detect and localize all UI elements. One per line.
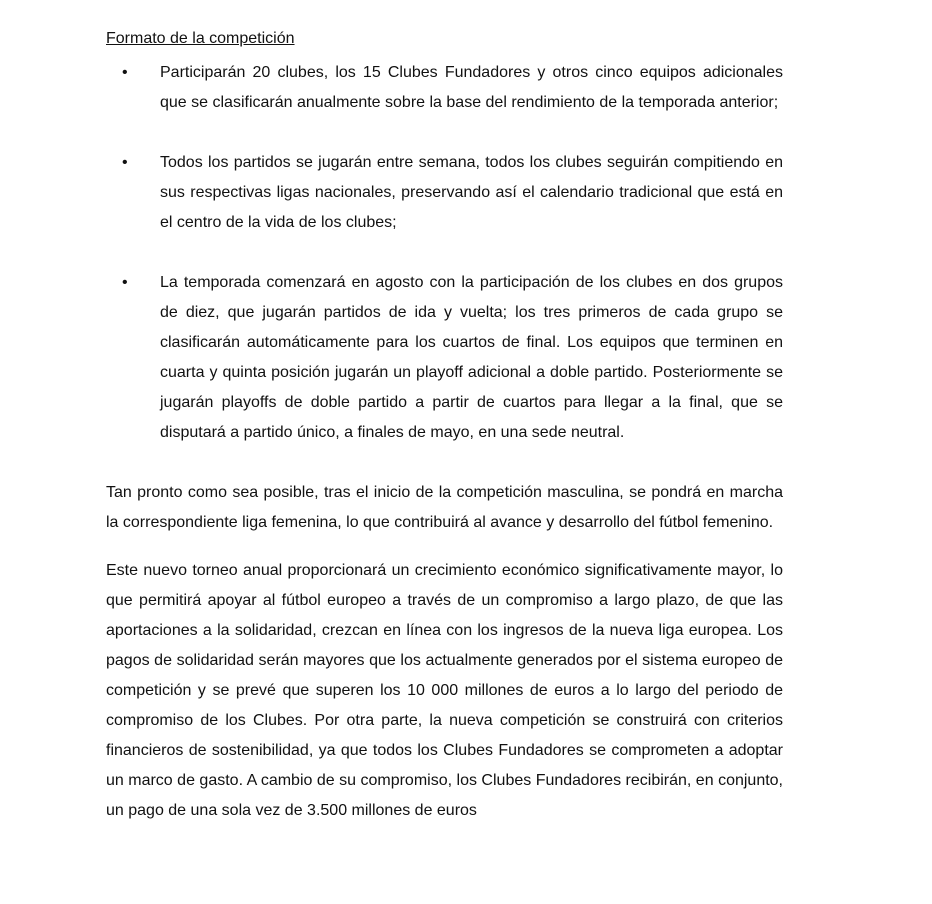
document-page (106, 28, 783, 844)
list-item-text: La temporada comenzará en agosto con la participación de los clubes en dos grupos de diez, que jugarán partidos de ida y vuelta; los tres primeros de cada grupo se clasificarán automáticamente para los cuartos de final. Los equipos que terminen en cuarta y quinta posición jugarán un playoff adicional a doble partido. Posteriormente se jugarán playoffs de doble partido a partir de cuartos para llegar a la final, que se disputará a partido único, a finales de mayo, en una sede neutral. (160, 274, 783, 441)
list-item-text: Todos los partidos se jugarán entre semana, todos los clubes seguirán compitiendo en sus respectivas ligas nacionales, preservando así el calendario tradicional que está en el centro de la vida de los clubes; (160, 154, 783, 231)
paragraph-economic-growth: Este nuevo torneo anual proporcionará un crecimiento económico significativamente mayor, lo que permitirá apoyar al fútbol europeo a través de un compromiso a largo plazo, de que las aportaciones a la solidaridad, crezcan en línea con los ingresos de la nueva liga europea. Los pagos de solidaridad serán mayores que los actualmente generados por el sistema europeo de competición y se prevé que superen los 10 000 millones de euros a lo largo del periodo de compromiso de los Clubes. Por otra parte, la nueva competición se construirá con criterios financieros de sostenibilidad, ya que todos los Clubes Fundadores se comprometen a adoptar un marco de gasto. A cambio de su compromiso, los Clubes Fundadores recibirán, en conjunto, un pago de una sola vez de 3.500 millones de euros (106, 562, 783, 819)
list-item (106, 148, 783, 238)
paragraph-womens-league: Tan pronto como sea posible, tras el inicio de la competición masculina, se pondrá en marcha la correspondiente liga femenina, lo que contribuirá al avance y desarrollo del fútbol femenino. (106, 484, 783, 531)
bullet-icon: • (122, 274, 128, 291)
bullet-list (106, 58, 783, 448)
list-item (106, 268, 783, 448)
bullet-icon: • (122, 154, 128, 171)
list-item (106, 58, 783, 118)
section-heading: Formato de la competición (106, 30, 295, 47)
list-item-text: Participarán 20 clubes, los 15 Clubes Fundadores y otros cinco equipos adicionales que se clasificarán anualmente sobre la base del rendimiento de la temporada anterior; (160, 64, 783, 111)
bullet-icon: • (122, 64, 128, 81)
